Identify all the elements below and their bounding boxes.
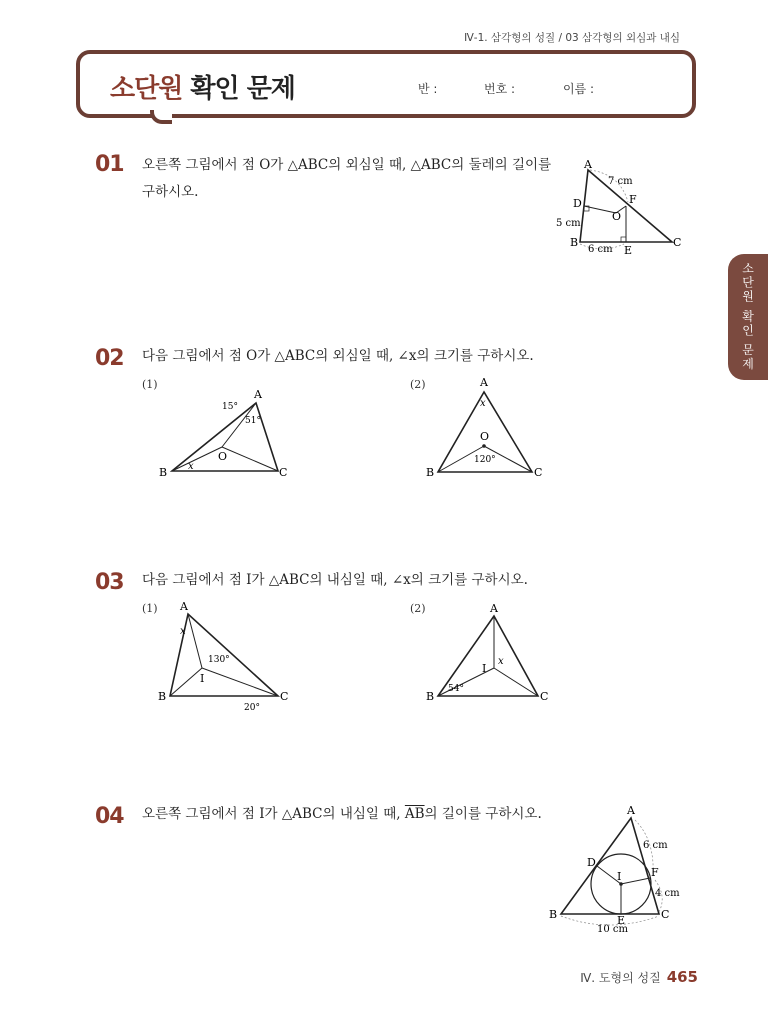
label-i: I bbox=[200, 672, 205, 685]
label-c: C bbox=[661, 908, 670, 921]
radius-if bbox=[621, 878, 650, 884]
angle-54: 54° bbox=[448, 684, 464, 694]
angle-x: x bbox=[480, 398, 486, 409]
label-a: A bbox=[490, 602, 498, 615]
length-cf: 4 cm bbox=[655, 888, 680, 899]
question-text-01-line2: 구하시오. bbox=[142, 184, 199, 200]
page-footer bbox=[580, 968, 698, 986]
page-title bbox=[110, 68, 295, 105]
label-f: F bbox=[629, 193, 637, 206]
label-c: C bbox=[280, 690, 289, 703]
question-text-04-post: 의 길이를 구하시오. bbox=[424, 806, 542, 822]
length-ad: 6 cm bbox=[643, 840, 668, 851]
angle-20: 20° bbox=[244, 703, 260, 713]
label-i: I bbox=[482, 662, 487, 675]
label-a: A bbox=[480, 376, 488, 389]
segment-ai bbox=[188, 614, 202, 668]
figure-q03-2 bbox=[418, 598, 558, 708]
angle-130: 130° bbox=[208, 655, 230, 665]
question-text-02: 다음 그림에서 점 O가 △ABC의 외심일 때, ∠x의 크기를 구하시오. bbox=[142, 348, 534, 364]
title-rest: 확인 문제 bbox=[182, 74, 295, 104]
footer-chapter: Ⅳ. 도형의 성질 bbox=[580, 971, 661, 985]
angle-15: 15° bbox=[222, 402, 238, 412]
part-label-03-1: (1) bbox=[142, 602, 158, 615]
question-text-01-line1: 오른쪽 그림에서 점 O가 △ABC의 외심일 때, △ABC의 둘레의 길이를 bbox=[142, 157, 552, 173]
length-be: 6 cm bbox=[588, 244, 613, 255]
figure-q02-1 bbox=[150, 385, 300, 485]
label-a: A bbox=[180, 600, 188, 613]
angle-x: x bbox=[188, 461, 194, 472]
figure-q02-2 bbox=[418, 372, 548, 482]
label-c: C bbox=[673, 236, 682, 249]
label-b: B bbox=[159, 466, 168, 479]
part-label-02-2: (2) bbox=[410, 378, 426, 391]
question-text-04 bbox=[142, 801, 542, 828]
label-o: O bbox=[480, 430, 490, 443]
label-b: B bbox=[426, 466, 435, 479]
length-af: 7 cm bbox=[608, 176, 633, 187]
label-e: E bbox=[617, 914, 626, 927]
label-e: E bbox=[624, 244, 633, 257]
part-label-02-1: (1) bbox=[142, 378, 158, 391]
label-d: D bbox=[587, 856, 596, 869]
point-o bbox=[482, 444, 486, 448]
label-b: B bbox=[570, 236, 579, 249]
name-field-label: 이름 : bbox=[563, 82, 595, 96]
segment-ab-notation: $\overline{AB}$ bbox=[404, 806, 425, 822]
side-tab[interactable]: 소단원 확인 문제 bbox=[728, 254, 768, 380]
label-f: F bbox=[651, 866, 659, 879]
title-accent: 소단원 bbox=[110, 74, 183, 104]
label-a: A bbox=[254, 388, 262, 401]
label-c: C bbox=[534, 466, 543, 479]
label-b: B bbox=[549, 908, 558, 921]
number-field-label: 번호 : bbox=[484, 82, 516, 96]
label-o: O bbox=[218, 450, 228, 463]
header-box-tail bbox=[150, 110, 172, 124]
angle-51: 51° bbox=[245, 416, 261, 426]
part-label-03-2: (2) bbox=[410, 602, 426, 615]
running-head: Ⅳ-1. 삼각형의 성질 / 03 삼각형의 외심과 내심 bbox=[464, 32, 680, 44]
question-text-04-pre: 오른쪽 그림에서 점 I가 △ABC의 내심일 때, bbox=[142, 806, 405, 822]
label-o: O bbox=[612, 210, 622, 223]
angle-x: x bbox=[498, 656, 504, 667]
question-text-01 bbox=[142, 152, 551, 206]
segment-ci bbox=[494, 668, 538, 696]
label-c: C bbox=[540, 690, 549, 703]
label-b: B bbox=[426, 690, 435, 703]
question-number-03: 03 bbox=[95, 570, 124, 595]
figure-q04-incircle bbox=[545, 800, 695, 940]
figure-q03-1 bbox=[150, 598, 300, 713]
angle-x: x bbox=[180, 626, 186, 637]
label-d: D bbox=[573, 197, 582, 210]
class-field-label: 반 : bbox=[418, 82, 438, 96]
question-number-02: 02 bbox=[95, 346, 124, 371]
label-b: B bbox=[158, 690, 167, 703]
segment-ci bbox=[202, 668, 278, 696]
segment-co bbox=[222, 447, 278, 471]
page-number: 465 bbox=[666, 968, 698, 986]
question-number-01: 01 bbox=[95, 152, 124, 177]
label-a: A bbox=[584, 158, 592, 171]
label-i: I bbox=[617, 870, 622, 883]
length-bd: 5 cm bbox=[556, 218, 581, 229]
angle-120: 120° bbox=[474, 455, 496, 465]
length-bc: 10 cm bbox=[597, 924, 628, 935]
label-a: A bbox=[627, 804, 635, 817]
question-number-04: 04 bbox=[95, 804, 124, 829]
label-c: C bbox=[279, 466, 288, 479]
question-text-03: 다음 그림에서 점 I가 △ABC의 내심일 때, ∠x의 크기를 구하시오. bbox=[142, 572, 528, 588]
figure-q01-circumcenter bbox=[550, 150, 690, 260]
